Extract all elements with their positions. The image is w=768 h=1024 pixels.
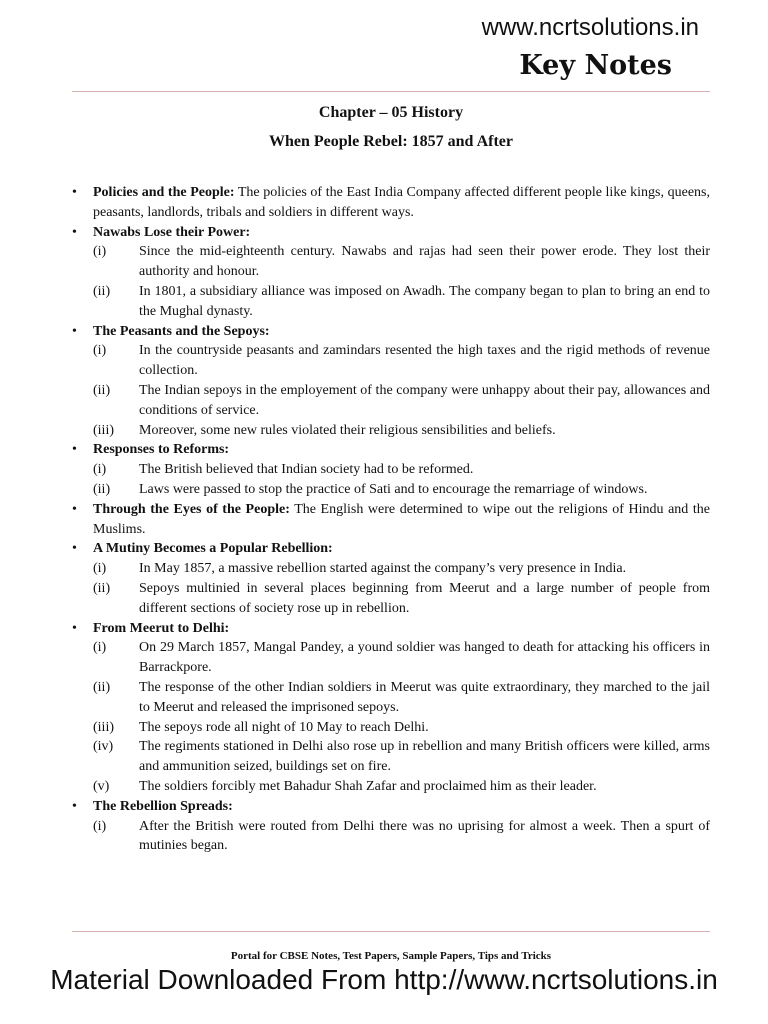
list-item [72, 282, 710, 322]
list-item [72, 559, 710, 579]
section-items [72, 341, 710, 440]
item-text: The sepoys rode all night of 10 May to reach Delhi. [139, 719, 429, 735]
item-number: (i) [93, 561, 107, 577]
item-text: After the British were routed from Delhi there was no uprising for almost a week. Then a spurt of mutinies began. [139, 818, 710, 854]
section-items [72, 638, 710, 796]
bullet-section [72, 619, 710, 639]
item-number: (iii) [93, 422, 114, 438]
list-item [72, 341, 710, 381]
list-item [72, 460, 710, 480]
list-item [72, 777, 710, 797]
section-items [72, 242, 710, 321]
item-text: In 1801, a subsidiary alliance was imposed on Awadh. The company began to plan to bring an end to the Mughal dynasty. [139, 283, 710, 319]
item-text: The Indian sepoys in the employement of the company were unhappy about their pay, allowances and conditions of service. [139, 382, 710, 418]
item-text: In May 1857, a massive rebellion started against the company’s very presence in India. [139, 561, 627, 577]
item-text: Moreover, some new rules violated their religious sensibilities and beliefs. [139, 422, 556, 438]
bullet-section [72, 322, 710, 342]
item-number: (i) [93, 462, 107, 478]
site-url: www.ncrtsolutions.in [481, 14, 699, 41]
section-items [72, 559, 710, 618]
section-title: Nawabs Lose their Power: [93, 224, 251, 240]
list-item [72, 242, 710, 282]
item-text: The response of the other Indian soldiers in Meerut was quite extraordinary, they marched to the jail to Meerut and released the imprisoned sepoys. [139, 679, 710, 715]
bullet-section [72, 539, 710, 559]
list-item [72, 718, 710, 738]
section-items [72, 817, 710, 857]
item-number: (ii) [93, 481, 111, 497]
item-text: In the countryside peasants and zamindars resented the high taxes and the rigid methods of revenue collection. [139, 343, 710, 379]
section-title: Responses to Reforms: [93, 442, 230, 458]
list-item [72, 480, 710, 500]
list-item [72, 638, 710, 678]
item-number: (ii) [93, 679, 111, 695]
header-divider [72, 91, 710, 92]
item-text: The soldiers forcibly met Bahadur Shah Zafar and proclaimed him as their leader. [139, 778, 597, 794]
item-number: (i) [93, 244, 107, 260]
section-text: The English were determined to wipe out the religions of Hindu and the Muslims. [93, 501, 710, 537]
chapter-subtitle: When People Rebel: 1857 and After [269, 133, 513, 150]
section-title: Through the Eyes of the People: [93, 501, 290, 517]
section-title: Policies and the People: [93, 185, 235, 200]
item-number: (ii) [93, 580, 111, 596]
item-number: (iv) [93, 739, 114, 755]
footer-divider [72, 931, 710, 932]
section-title: The Peasants and the Sepoys: [93, 323, 270, 339]
bullet-section [72, 500, 710, 540]
item-text: Sepoys multinied in several places beginning from Meerut and a large number of people from different sections of society rose up in rebellion. [139, 580, 710, 616]
list-item [72, 421, 710, 441]
section-title: From Meerut to Delhi: [93, 620, 230, 636]
notes-content [72, 183, 710, 856]
list-item [72, 737, 710, 777]
item-number: (i) [93, 640, 107, 656]
item-number: (i) [93, 818, 107, 834]
footer-portal-text: Portal for CBSE Notes, Test Papers, Sample Papers, Tips and Tricks [230, 950, 552, 962]
item-text: Since the mid-eighteenth century. Nawabs and rajas had seen their power erode. They lost their authority and honour. [139, 244, 710, 280]
bullet-section [72, 797, 710, 817]
section-text: The policies of the East India Company affected different people like kings, queens, peasants, landlords, tribals and soldiers in different ways. [93, 185, 710, 220]
list-item [72, 381, 710, 421]
section-items [72, 460, 710, 500]
list-item [72, 678, 710, 718]
item-number: (v) [93, 778, 110, 794]
list-item [72, 817, 710, 857]
key-notes-heading: Key Notes [519, 50, 672, 81]
item-text: Laws were passed to stop the practice of Sati and to encourage the remarriage of windows. [139, 481, 648, 497]
item-text: The regiments stationed in Delhi also rose up in rebellion and many British officers were killed, arms and ammunition seized, buildings set on fire. [139, 739, 710, 775]
bullet-section [72, 183, 710, 223]
item-text: On 29 March 1857, Mangal Pandey, a yound soldier was hanged to death for attacking his officers in Barrackpore. [139, 640, 710, 676]
list-item [72, 579, 710, 619]
item-number: (i) [93, 343, 107, 359]
item-text: The British believed that Indian society had to be reformed. [139, 462, 474, 478]
item-number: (ii) [93, 283, 111, 299]
item-number: (ii) [93, 382, 111, 398]
item-number: (iii) [93, 719, 114, 735]
bullet-section [72, 223, 710, 243]
bullet-section [72, 440, 710, 460]
section-title: A Mutiny Becomes a Popular Rebellion: [93, 541, 333, 557]
footer-download-text: Material Downloaded From http://www.ncrtsolutions.in [50, 964, 718, 995]
chapter-title: Chapter – 05 History [318, 104, 464, 121]
section-title: The Rebellion Spreads: [93, 798, 233, 814]
